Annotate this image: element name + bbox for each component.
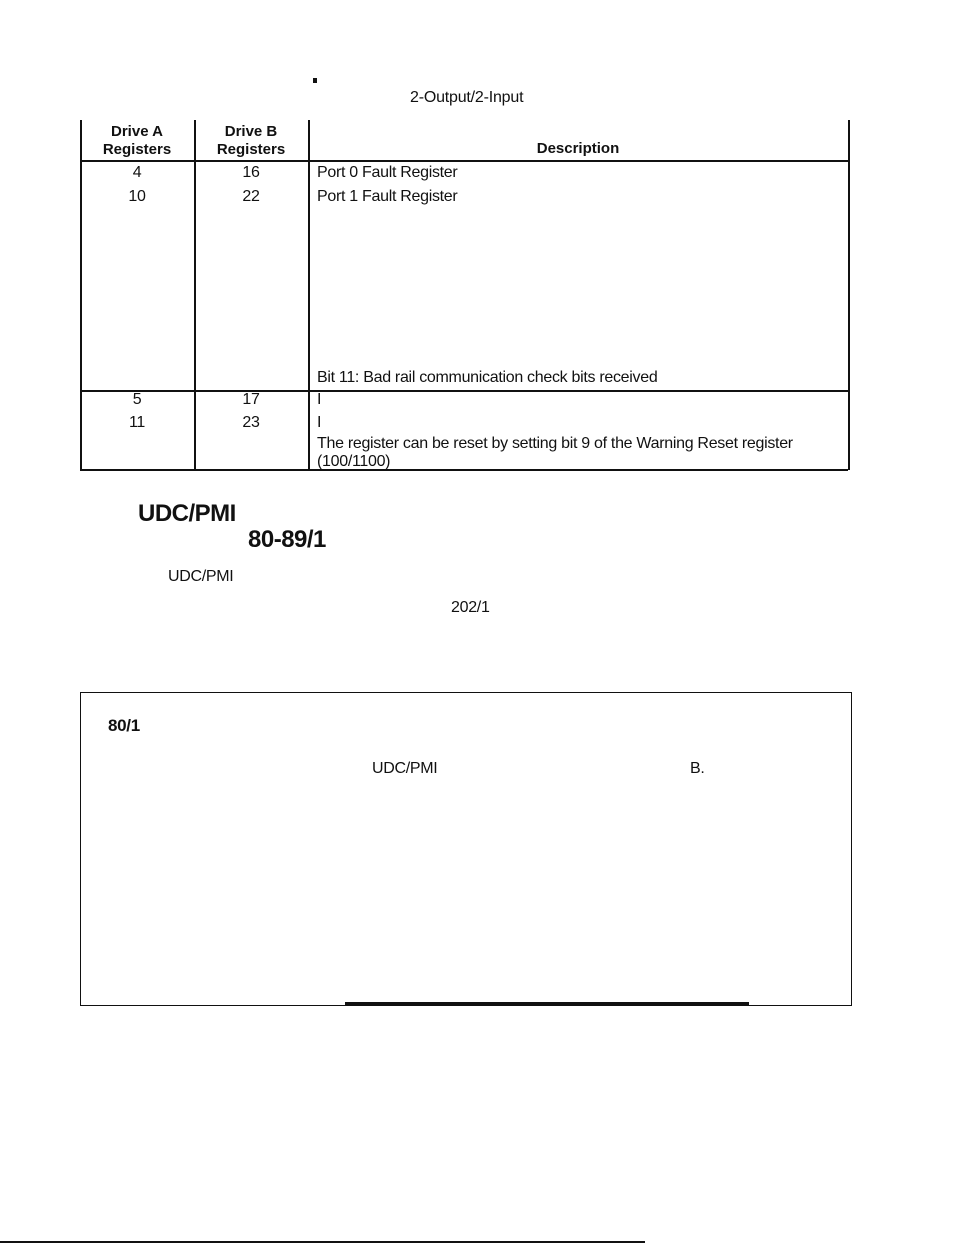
table-row-drive-a: 5 <box>132 391 142 408</box>
table-caption: 2-Output/2-Input <box>410 89 524 106</box>
header-drive-a: Drive A Registers <box>102 123 172 158</box>
table-row-drive-b: 23 <box>242 414 260 431</box>
section-heading-title: UDC/PMI <box>138 500 236 527</box>
table-row-description: Bit 11: Bad rail communication check bits received <box>317 369 658 386</box>
table-row-description: The register can be reset by setting bit 9 of the Warning Reset register (100/1100) <box>317 435 793 470</box>
section-text-register: 202/1 <box>451 599 490 616</box>
table-row-description: Port 1 Fault Register <box>317 188 458 205</box>
section-heading-registers: 80-89/1 <box>248 526 326 553</box>
page-footer-rule <box>0 1241 645 1243</box>
register-box <box>80 692 852 1006</box>
table-row-drive-b: 17 <box>242 391 260 408</box>
table-row-description: Port 0 Fault Register <box>317 164 458 181</box>
table-row-description: I <box>317 391 322 408</box>
table-row-drive-a: 10 <box>128 188 146 205</box>
table-row-drive-a: 4 <box>132 164 142 181</box>
box-text: UDC/PMI <box>372 760 438 777</box>
table-row-drive-b: 22 <box>242 188 260 205</box>
header-description: Description <box>536 140 620 157</box>
section-text: UDC/PMI <box>168 568 234 585</box>
header-drive-b: Drive B Registers <box>216 123 286 158</box>
box-bottom-rule <box>345 1002 749 1005</box>
table-row-drive-a: 11 <box>128 414 145 431</box>
box-text-drive: B. <box>690 760 705 777</box>
table-row-description: I <box>317 414 322 431</box>
table-row-drive-b: 16 <box>242 164 260 181</box>
bullet-mark <box>313 78 317 83</box>
box-label: 80/1 <box>108 716 140 735</box>
